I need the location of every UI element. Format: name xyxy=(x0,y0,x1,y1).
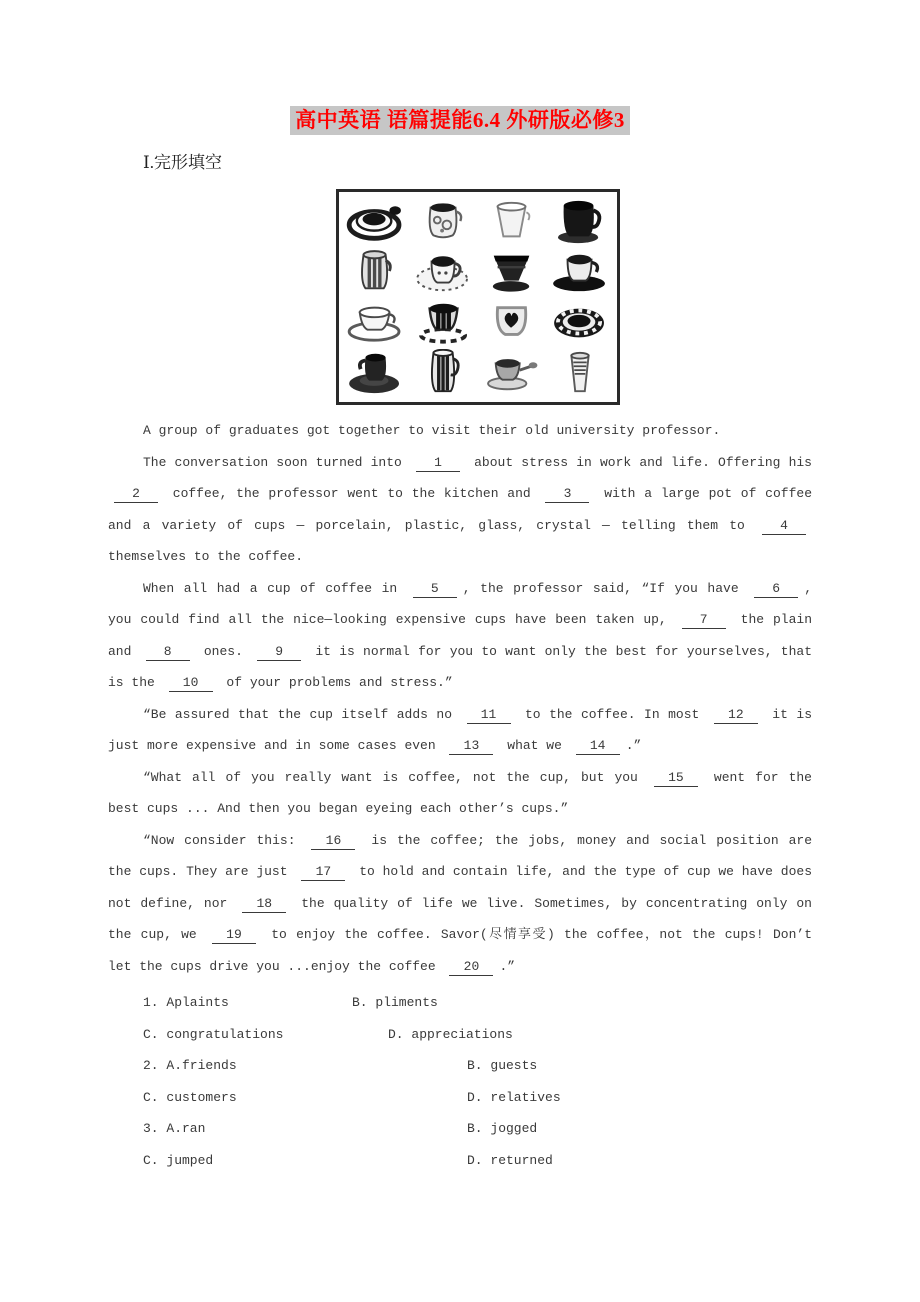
cup-on-dotted-saucer-icon xyxy=(410,247,478,297)
cloze-blank-20: 20 xyxy=(449,959,493,976)
option-row xyxy=(143,1145,812,1177)
cloze-blank-13: 13 xyxy=(449,738,493,755)
option-item: B. pliments xyxy=(352,995,438,1010)
top-view-cup-on-saucer-icon xyxy=(342,197,410,247)
tall-striped-mug-icon xyxy=(410,347,478,397)
striped-mug-icon xyxy=(342,247,410,297)
cup-with-spoon-icon xyxy=(478,347,546,397)
cloze-blank-16: 16 xyxy=(311,833,355,850)
cloze-blank-14: 14 xyxy=(576,738,620,755)
option-row xyxy=(143,987,812,1019)
option-item: B. jogged xyxy=(467,1121,538,1137)
dark-wide-cup-on-saucer-icon xyxy=(478,247,546,297)
option-item: C. congratulations xyxy=(143,1026,284,1042)
top-view-cup-on-patterned-saucer-icon xyxy=(546,297,614,347)
cloze-blank-1: 1 xyxy=(416,455,460,472)
option-item: 2. A.friends xyxy=(143,1058,237,1074)
cloze-blank-9: 9 xyxy=(257,644,301,661)
option-row xyxy=(143,1019,812,1051)
option-item: B. guests xyxy=(467,1058,538,1074)
option-item: D. returned xyxy=(467,1152,553,1168)
option-item: 1. Aplaints xyxy=(143,995,229,1010)
dark-cup-on-big-saucer-icon xyxy=(342,347,410,397)
cup-on-dark-saucer-icon xyxy=(546,247,614,297)
passage-paragraph: “What all of you really want is coffee, not the cup, but you 15 went for the best cups ... And then you began eyeing each other’s cups.” xyxy=(108,769,812,816)
title-row xyxy=(108,0,812,135)
passage-paragraph: When all had a cup of coffee in 5 , the professor said, “If you have 6 , you could find all the nice—looking expensive cups have been taken up, 7 the plain and 8 ones. 9 it is normal for you to want only the best for yourselves, that is the 10 of your problems and stress.” xyxy=(108,580,813,690)
paper-cup-icon xyxy=(546,347,614,397)
plain-cup-icon xyxy=(478,197,546,247)
passage-paragraph: “Be assured that the cup itself adds no 11 to the coffee. In most 12 it is just more expensive and in some cases even 13 what we 14 .” xyxy=(108,706,812,753)
cloze-blank-17: 17 xyxy=(301,864,345,881)
option-row xyxy=(143,1082,812,1114)
passage xyxy=(108,415,812,982)
cloze-blank-4: 4 xyxy=(762,518,806,535)
option-item: D. relatives xyxy=(467,1089,561,1105)
option-item: 3. A.ran xyxy=(143,1121,206,1137)
cloze-blank-12: 12 xyxy=(714,707,758,724)
coffee-cups-image xyxy=(336,189,620,405)
page-title: 高中英语 语篇提能6.4 外研版必修3 xyxy=(290,106,630,135)
cups-grid xyxy=(342,197,614,397)
options-list xyxy=(143,987,812,1177)
cloze-blank-2: 2 xyxy=(114,486,158,503)
striped-cup-on-saucer-icon xyxy=(410,297,478,347)
cloze-blank-8: 8 xyxy=(146,644,190,661)
option-item: C. customers xyxy=(143,1089,237,1105)
polka-dot-mug-icon xyxy=(410,197,478,247)
cloze-blank-19: 19 xyxy=(212,927,256,944)
option-item: D. appreciations xyxy=(388,1026,513,1042)
teacup-with-saucer-icon xyxy=(342,297,410,347)
cloze-blank-18: 18 xyxy=(242,896,286,913)
cloze-blank-15: 15 xyxy=(654,770,698,787)
cloze-blank-7: 7 xyxy=(682,612,726,629)
dark-mug-on-saucer-icon xyxy=(546,197,614,247)
passage-paragraph: A group of graduates got together to visit their old university professor. xyxy=(143,423,721,438)
cloze-blank-3: 3 xyxy=(545,486,589,503)
cloze-blank-5: 5 xyxy=(413,581,457,598)
passage-paragraph: The conversation soon turned into 1 about stress in work and life. Offering his 2 coffee, the professor went to the kitchen and 3 with a large pot of coffee and a variety of cups — porcelain, plastic, glass, crystal — telling them to 4 themselves to the coffee. xyxy=(108,454,812,564)
section-heading: Ⅰ.完形填空 xyxy=(143,153,222,172)
cloze-blank-11: 11 xyxy=(467,707,511,724)
cloze-blank-6: 6 xyxy=(754,581,798,598)
heart-bowl-icon xyxy=(478,297,546,347)
passage-paragraph: “Now consider this: 16 is the coffee; the jobs, money and social position are the cups. They are just 17 to hold and contain life, and the type of cup we have does not define, nor 18 the quality of life we live. Sometimes, by concentrating only on the cup, we 19 to enjoy the coffee. Savor(尽情享受) the coffee，not the cups! Don’t let the cups drive you ...enjoy the coffee 20 .” xyxy=(108,832,812,974)
option-row xyxy=(143,1050,812,1082)
option-row xyxy=(143,1113,812,1145)
option-item: C. jumped xyxy=(143,1152,214,1168)
cloze-blank-10: 10 xyxy=(169,675,213,692)
